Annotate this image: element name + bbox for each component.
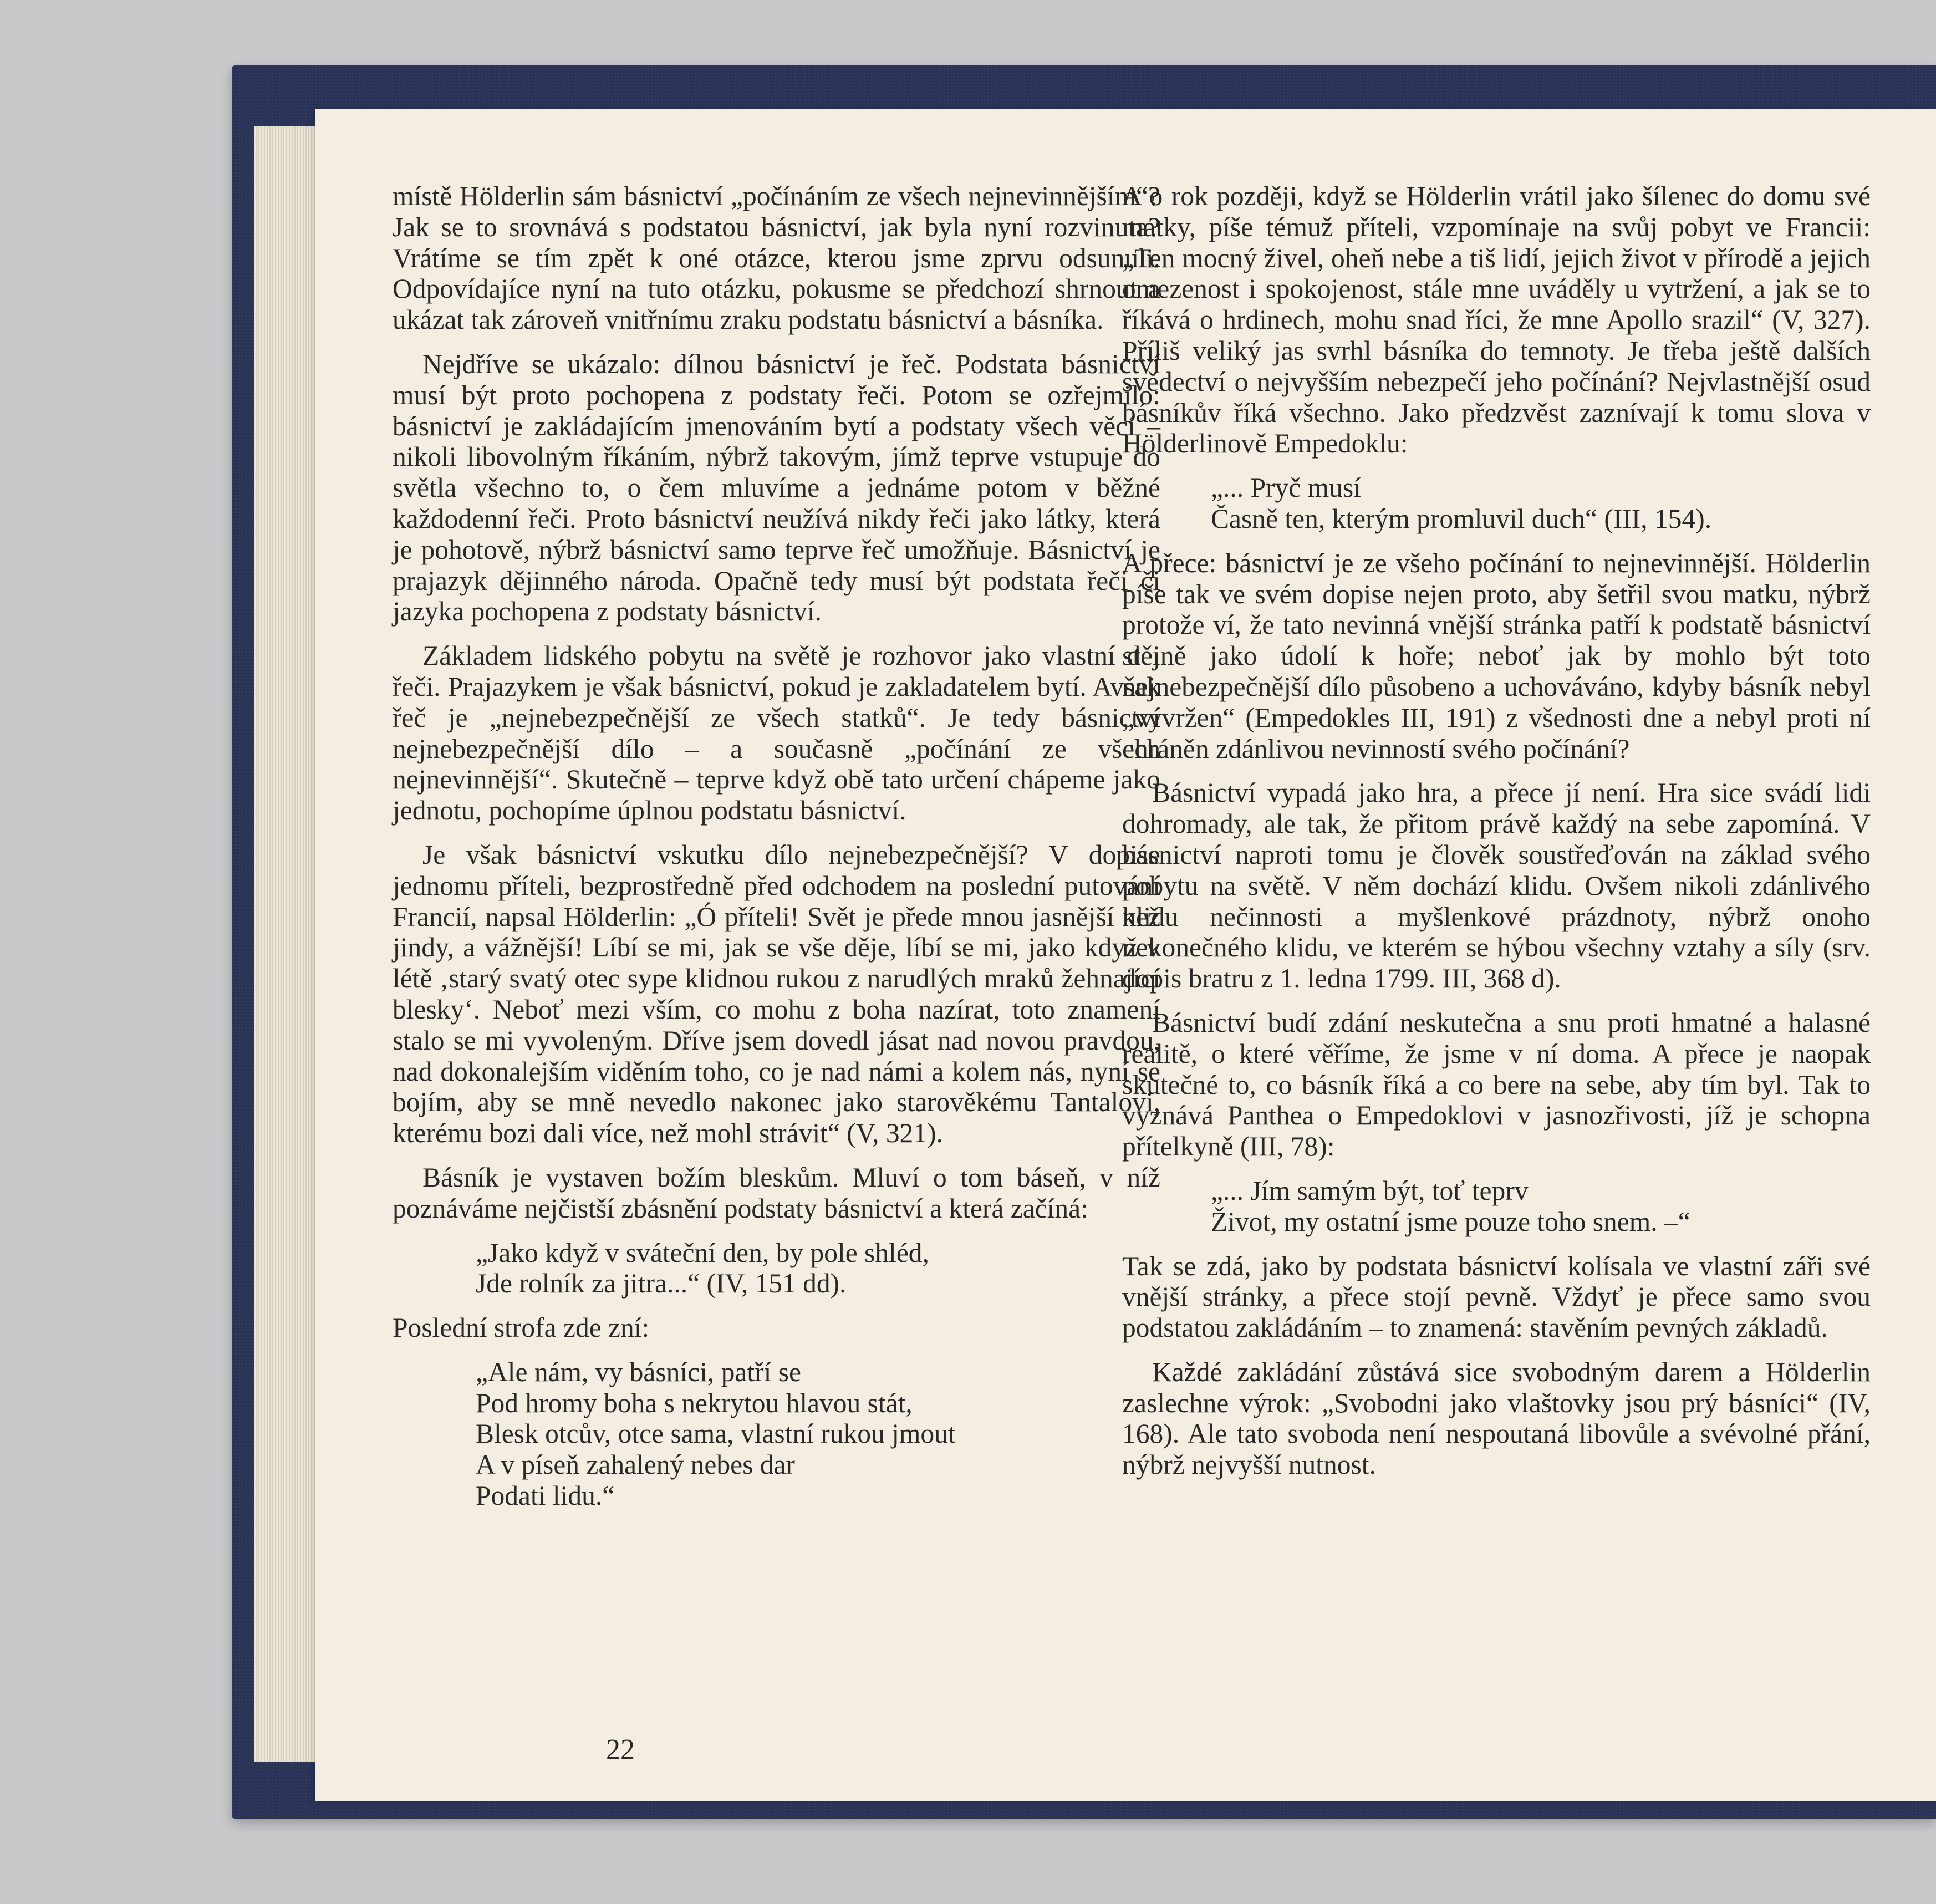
page-edges (254, 126, 320, 1762)
verse-line: Život, my ostatní jsme pouze toho snem. –“ (1211, 1206, 1690, 1237)
verse-quote (1122, 472, 1871, 534)
verse-line: „Ale nám, vy básníci, patří se (476, 1356, 801, 1387)
paragraph: Poslední strofa zde zní: (393, 1312, 650, 1343)
paragraph: Básník je vystaven božím bleskům. Mluví o tom báseň, v níž poznáváme nejčistší zbásnění podstaty básnictví a která začíná: (393, 1162, 1160, 1224)
paragraph: Básnictví budí zdání neskutečna a snu proti hmatné a halasné realitě, o které věříme, že jsme v ní doma. A přece je naopak skutečné to, co básník říká a co bere na sebe, aby tím byl. Tak to vyznává Panthea o Empedoklovi v jasnozřivosti, jíž je schopna přítelkyně (III, 78): (1122, 1007, 1871, 1162)
verse-quote (393, 1357, 1160, 1511)
verse-line: Časně ten, kterým promluvil duch“ (III, 154). (1211, 503, 1712, 534)
paragraph: Základem lidského pobytu na světě je rozhovor jako vlastní děj řeči. Prajazykem je však básnictví, pokud je zakladatelem bytí. Avšak řeč je „nejnebezpečnější ze všech statků“. Je tedy básnictví nejnebezpečnější dílo – a současně „počínání ze všech nejnevinnější“. Skutečně – teprve když obě tato určení chápeme jako jednotu, pochopíme úplnou podstatu básnictví. (393, 640, 1160, 826)
paragraph: A přece: básnictví je ze všeho počínání to nejnevinnější. Hölderlin píše tak ve svém dopise nejen proto, aby šetřil svou matku, nýbrž protože ví, že tato nevinná vnější stránka patří k podstatě básnictví steině jako údolí k hoře; neboť jak by mohlo být toto nejnebezpečnější dílo působeno a uchováváno, kdyby básník nebyl „vyvržen“ (Empedokles III, 191) z všednosti dne a nebyl proti ní chráněn zdánlivou nevinností svého počínání? (1122, 547, 1871, 764)
verse-quote (1122, 1175, 1871, 1238)
verse-line: Pod hromy boha s nekrytou hlavou stát, (476, 1387, 913, 1418)
verse-line: „Jako když v sváteční den, by pole shléd, (476, 1237, 929, 1268)
verse-line: Podati lidu.“ (476, 1480, 615, 1511)
paragraph: Každé zakládání zůstává sice svobodným darem a Hölderlin zaslechne výrok: „Svobodni jako vlaštovky jsou prý básníci“ (IV, 168). Ale tato svoboda není nespoutaná libovůle a svévolné přání, nýbrž nejvyšší nutnost. (1122, 1356, 1871, 1480)
paragraph: místě Hölderlin sám básnictví „počínáním ze všech nejnevinnějším“? Jak se to srovnává s podstatou básnictví, jak byla nyní rozvinuta? Vrátíme se tím zpět k oné otázce, kterou jsme zprvu odsunuli. Odpovídajíce nyní na tuto otázku, pokusme se předchozí shrnout a ukázat tak zároveň vnitřnímu zraku podstatu básnictví a básníka. (393, 181, 1160, 335)
verse-line: „... Pryč musí (1211, 472, 1361, 503)
paragraph: A o rok později, když se Hölderlin vrátil jako šílenec do domu své matky, píše témuž příteli, vzpomínaje na svůj pobyt ve Francii: „Ten mocný živel, oheň nebe a tiš lidí, jejich život v přírodě a jejich omezenost i spokojenost, stále mne uváděly u vytržení, a jak se to říkává o hrdinech, mohu snad říci, že mne Apollo srazil“ (V, 327). Příliš veliký jas svrhl básníka do temnoty. Je třeba ještě dalších svědectví o nejvyšším nebezpečí jeho počínání? Nejvlastnější osud básníkův říká všechno. Jako předzvěst zaznívají k tomu slova v Hölderlinově Empedoklu: (1122, 181, 1871, 459)
paragraph: Básnictví vypadá jako hra, a přece jí není. Hra sice svádí lidi dohromady, ale tak, že přitom právě každý na sebe zapomíná. V básnictví naproti tomu je člověk soustřeďován na základ svého pobytu na světě. V něm dochází klidu. Ovšem nikoli zdánlivého klidu nečinnosti a myšlenkové prázdnoty, nýbrž onoho nekonečného klidu, ve kterém se hýbou všechny vztahy a síly (srv. dopis bratru z 1. ledna 1799. III, 368 d). (1122, 777, 1871, 994)
book-page (315, 109, 1936, 1801)
verse-line: A v píseň zahalený nebes dar (476, 1449, 795, 1480)
verse-line: Blesk otcův, otce sama, vlastní rukou jmout (476, 1418, 956, 1449)
verse-line: „... Jím samým být, toť teprv (1211, 1175, 1529, 1206)
paragraph: Tak se zdá, jako by podstata básnictví kolísala ve vlastní záři své vnější stránky, a přece stojí pevně. Vždyť je přece samo svou podstatou zakládáním – to znamená: stavěním pevných základů. (1122, 1250, 1871, 1343)
left-column (393, 181, 1160, 1525)
page-number: 22 (606, 1734, 635, 1765)
right-column (1122, 181, 1871, 1494)
verse-quote (393, 1238, 1160, 1300)
verse-line: Jde rolník za jitra...“ (IV, 151 dd). (476, 1268, 847, 1299)
paragraph: Nejdříve se ukázalo: dílnou básnictví je řeč. Podstata básnictví musí být proto pochopena z podstaty řeči. Potom se ozřejmilo: básnictví je zakládajícím jmenováním bytí a podstaty všech věcí – nikoli libovolným říkáním, nýbrž takovým, jímž teprve vstupuje do světla všechno to, o čem mluvíme a jednáme potom v běžné každodenní řeči. Proto básnictví neužívá nikdy řeči jako látky, která je pohotově, nýbrž básnictví samo teprve řeč umožňuje. Básnictví je prajazyk dějinného národa. Opačně tedy musí být podstata řeči či jazyka pochopena z podstaty básnictví. (393, 348, 1160, 627)
paragraph: Je však básnictví vskutku dílo nejnebezpečnější? V dopise jednomu příteli, bezprostředně před odchodem na poslední putování Francií, napsal Hölderlin: „Ó příteli! Svět je přede mnou jasnější než jindy, a vážnější! Líbí se mi, jak se vše děje, líbí se mi, jako když v létě ‚starý svatý otec sype klidnou rukou z narudlých mraků žehnající blesky‘. Neboť mezi vším, co mohu z boha nazírat, toto znamení stalo se mi vyvoleným. Dříve jsem dovedl jásat nad novou pravdou, nad dokonalejším viděním toho, co je nad námi a kolem nás, nyní se bojím, aby se mně nevedlo nakonec jako starověkému Tantalovi, kterému bozi dali více, než mohl strávit“ (V, 321). (393, 839, 1160, 1149)
